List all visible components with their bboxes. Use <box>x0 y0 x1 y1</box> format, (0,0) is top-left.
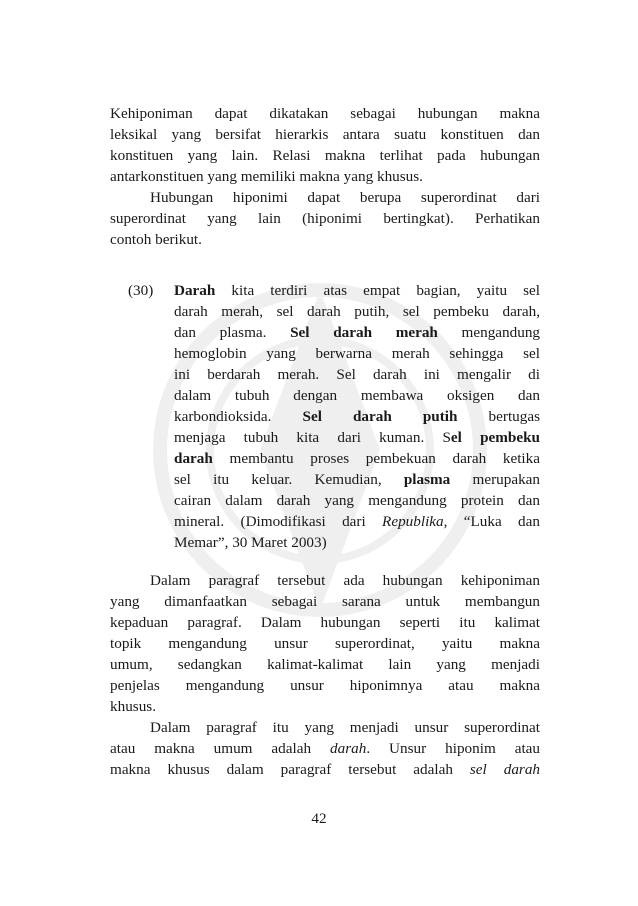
bold-term: Darah <box>174 282 216 299</box>
text-span: kita terdiri atas empat bagian, yaitu sel <box>215 282 540 299</box>
paragraph-1 <box>110 103 540 250</box>
text-span: mengandung <box>437 324 541 341</box>
example-line: ini berdarah merah. Sel darah ini mengalir di <box>174 366 540 383</box>
text-span: “Luka dan <box>447 513 540 530</box>
example-line: cairan dalam darah yang mengandung protein dan <box>174 492 540 509</box>
example-30 <box>128 280 540 553</box>
text-line: Kehiponiman dapat dikatakan sebagai hubungan makna <box>110 105 540 122</box>
example-line: dalam tubuh dengan membawa oksigen dan <box>174 387 540 404</box>
example-line: Memar”, 30 Maret 2003) <box>174 534 327 551</box>
example-line <box>174 448 540 469</box>
text-line: penjelas mengandung unsur hiponimnya atau makna <box>110 677 540 694</box>
italic-term: darah <box>330 740 367 757</box>
text-span: merupakan <box>450 471 540 488</box>
bold-term: Sel darah putih <box>302 408 458 425</box>
text-span: dan plasma. <box>174 324 291 341</box>
text-span: menjaga tubuh kita dari kuman. S <box>174 429 451 446</box>
bold-term: Sel darah merah <box>290 324 438 341</box>
italic-term: Republika, <box>382 513 448 530</box>
example-body <box>174 280 540 553</box>
bold-term: el pembeku <box>450 429 540 446</box>
text-line: kepaduan paragraf. Dalam hubungan seperti itu kalimat <box>110 614 540 631</box>
text-line <box>110 738 540 759</box>
text-line: Hubungan hiponimi dapat berupa superordinat dari <box>150 189 540 206</box>
text-line: Dalam paragraf itu yang menjadi unsur superordinat <box>150 719 540 736</box>
text-span: sel itu keluar. Kemudian, <box>174 471 404 488</box>
text-line: yang dimanfaatkan sebagai sarana untuk membangun <box>110 593 540 610</box>
text-line <box>110 759 540 780</box>
text-span: atau makna umum adalah <box>110 740 331 757</box>
text-line: superordinat yang lain (hiponimi bertingkat). Perhatikan <box>110 210 540 227</box>
page-number: 42 <box>311 810 327 827</box>
example-line <box>174 322 540 343</box>
text-span: bertugas <box>457 408 540 425</box>
example-line <box>174 469 540 490</box>
text-line: umum, sedangkan kalimat-kalimat lain yang menjadi <box>110 656 540 673</box>
text-line: konstituen yang lain. Relasi makna terlihat pada hubungan <box>110 147 540 164</box>
example-line <box>174 427 540 448</box>
text-span: . Unsur hiponim atau <box>366 740 540 757</box>
example-line <box>174 280 540 301</box>
example-line <box>174 406 540 427</box>
text-line: topik mengandung unsur superordinat, yaitu makna <box>110 635 540 652</box>
text-span: makna khusus dalam paragraf tersebut adalah <box>110 761 470 778</box>
example-line <box>174 511 540 532</box>
text-line: leksikal yang bersifat hierarkis antara suatu konstituen dan <box>110 126 540 143</box>
example-line: hemoglobin yang berwarna merah sehingga sel <box>174 345 540 362</box>
text-span: mineral. (Dimodifikasi dari <box>174 513 383 530</box>
text-span: karbondioksida. <box>174 408 303 425</box>
example-number: (30) <box>128 282 154 299</box>
italic-term: sel darah <box>469 761 541 778</box>
text-line: khusus. <box>110 698 156 715</box>
text-line: Dalam paragraf tersebut ada hubungan kehiponiman <box>150 572 540 589</box>
text-span: membantu proses pembekuan darah ketika <box>212 450 540 467</box>
text-line: antarkonstituen yang memiliki makna yang khusus. <box>110 168 423 185</box>
bold-term: plasma <box>403 471 451 488</box>
paragraph-3 <box>110 570 540 780</box>
example-line: darah merah, sel darah putih, sel pembeku darah, <box>174 303 540 320</box>
bold-term: darah <box>174 450 213 467</box>
text-line: contoh berikut. <box>110 231 202 248</box>
